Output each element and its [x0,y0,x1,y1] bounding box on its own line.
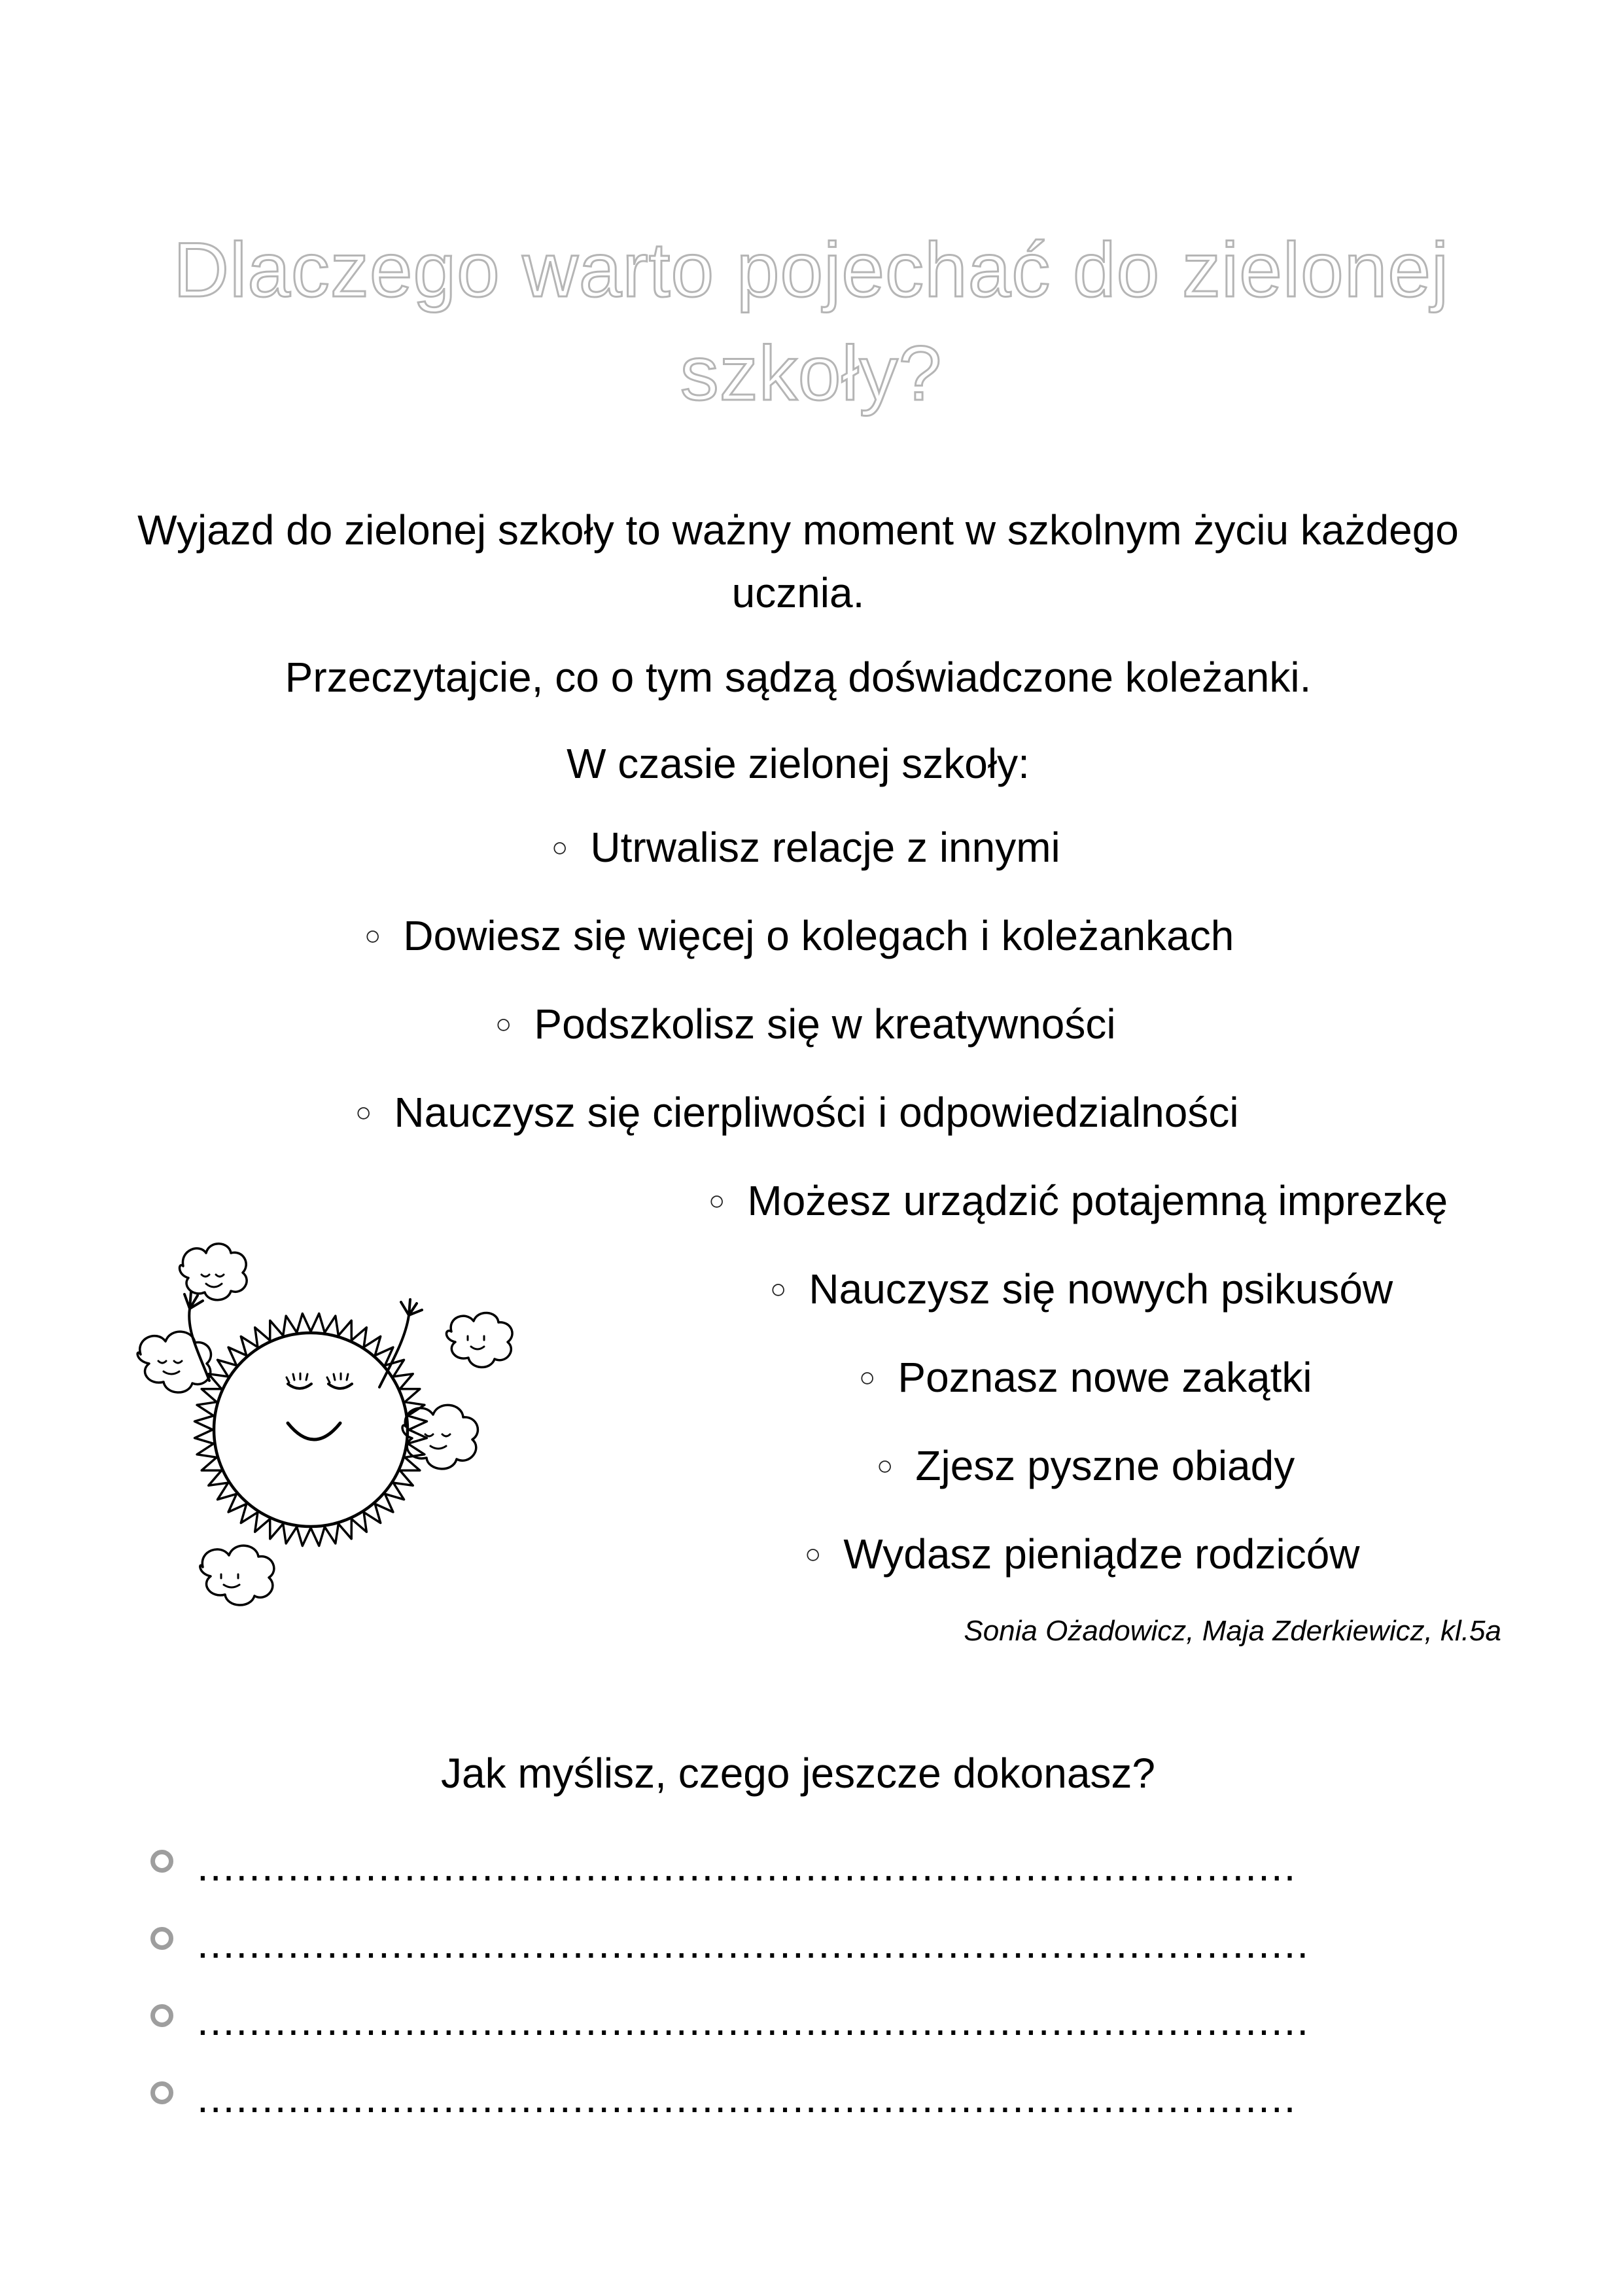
list-item: ○ Nauczysz się cierpliwości i odpowiedzialności [355,1086,1239,1139]
answer-line: ...................................................................................... [150,1917,1310,1969]
bullet-circle-icon: ○ [708,1185,725,1216]
authors-signature: Sonia Ożadowicz, Maja Zderkiewicz, kl.5a [964,1615,1501,1647]
list-item: ○ Dowiesz się więcej o kolegach i koleżankach [364,910,1234,962]
intro-paragraph [92,499,1505,624]
intro-line-1: Wyjazd do zielonej szkoły to ważny moment w szkolnym życiu każdego [137,506,1459,554]
bullet-circle-icon: ○ [877,1450,894,1481]
title-line-1: Dlaczego warto pojechać do zielonej [173,227,1450,314]
intro-line-2: ucznia. [731,569,865,616]
list-item: ○ Podszkolisz się w kreatywności [495,998,1116,1050]
list-item: ○ Zjesz pyszne obiady [877,1439,1295,1492]
list-item: ○ Poznasz nowe zakątki [859,1351,1312,1404]
bullet-circle-icon: ○ [551,832,568,862]
bullet-ring-icon [150,2004,173,2027]
bullet-ring-icon [150,1850,173,1873]
bullet-circle-icon: ○ [859,1362,876,1392]
list-item: ○ Możesz urządzić potajemną imprezkę [708,1174,1448,1227]
bullet-circle-icon: ○ [355,1097,372,1127]
bullet-circle-icon: ○ [364,920,381,951]
list-lead: W czasie zielonej szkoły: [567,740,1030,787]
list-item: ○ Wydasz pieniądze rodziców [805,1528,1360,1580]
answer-line: ..................................................................................... [150,1840,1297,1892]
followup-question: Jak myślisz, czego jeszcze dokonasz? [441,1750,1155,1797]
page-title [157,219,1465,425]
answer-line: ..................................................................................... [150,2072,1297,2124]
answer-line: ...................................................................................... [150,1994,1310,2047]
sun-clouds-illustration-icon [118,1224,550,1629]
title-line-2: szkoły? [680,330,943,417]
bullet-circle-icon: ○ [495,1008,512,1039]
bullet-ring-icon [150,1927,173,1950]
list-item: ○ Nauczysz się nowych psikusów [770,1263,1393,1315]
read-instruction: Przeczytajcie, co o tym sądzą doświadczone koleżanki. [285,654,1312,701]
list-item: ○ Utrwalisz relacje z innymi [551,821,1060,874]
bullet-ring-icon [150,2081,173,2104]
bullet-circle-icon: ○ [770,1273,787,1304]
bullet-circle-icon: ○ [805,1538,822,1569]
